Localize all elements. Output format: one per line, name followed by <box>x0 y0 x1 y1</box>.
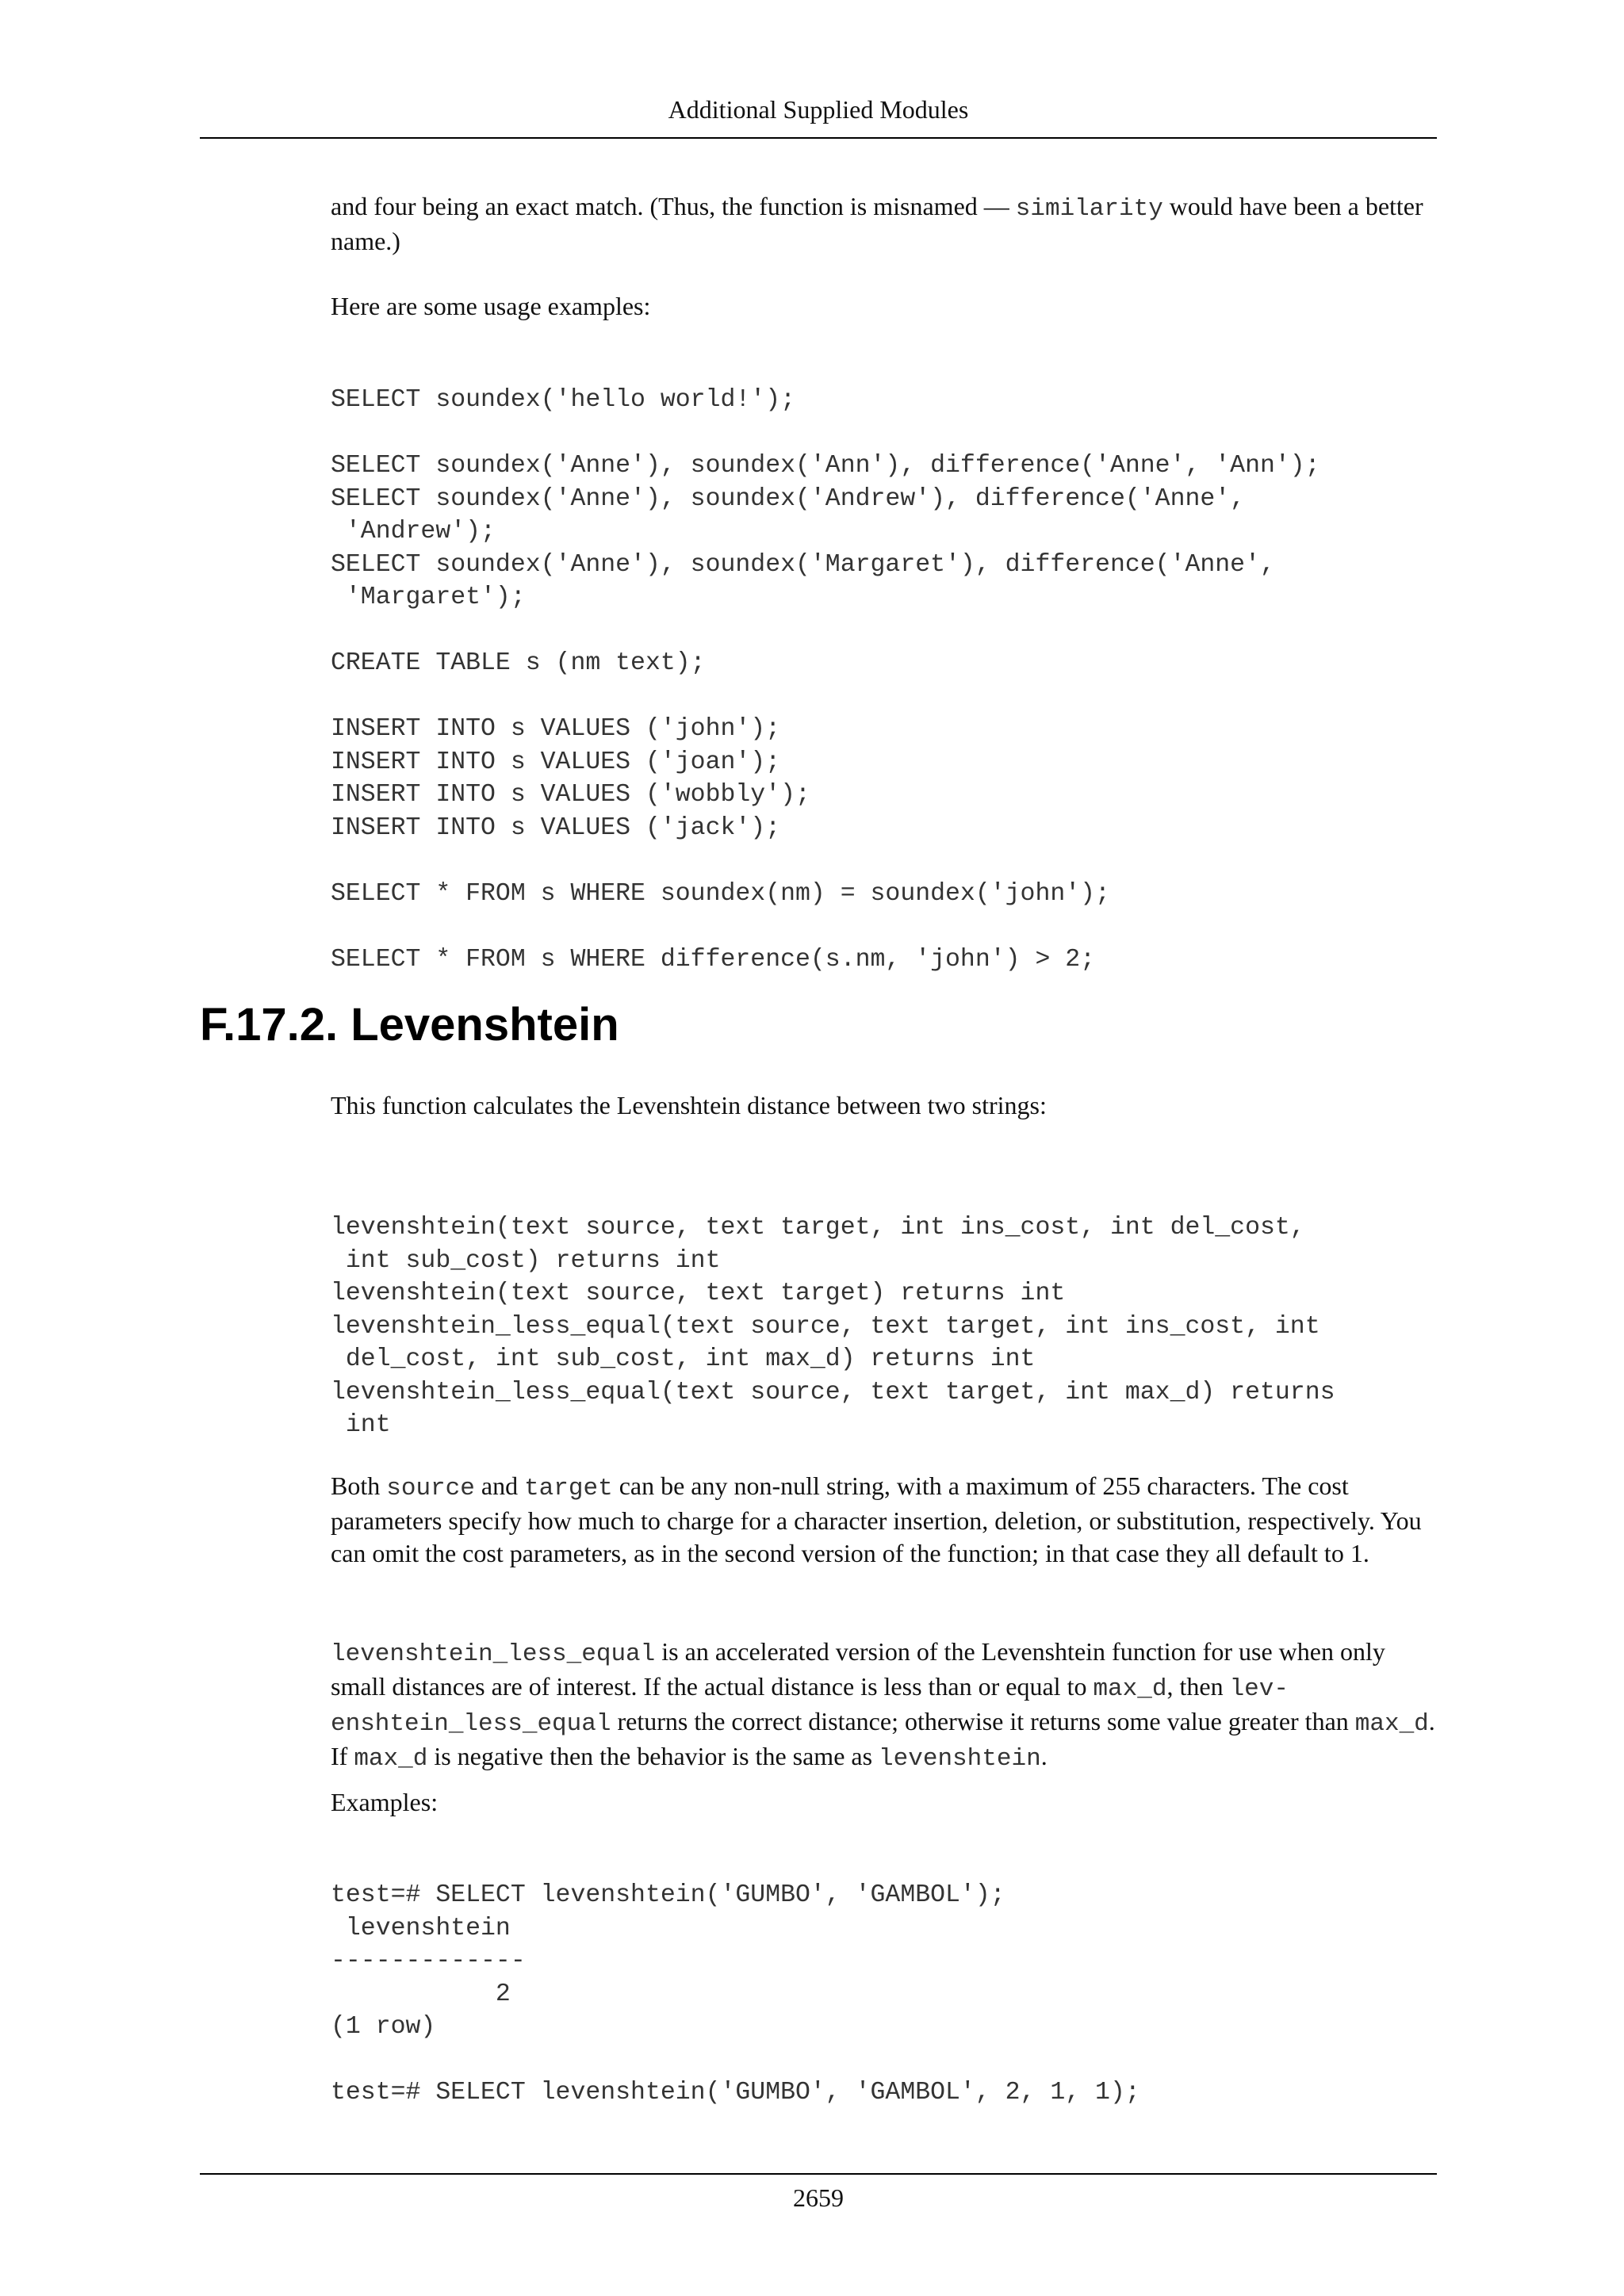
soundex-code-line: INSERT INTO s VALUES ('wobbly'); <box>331 781 810 809</box>
soundex-code-line: SELECT * FROM s WHERE soundex(nm) = soundex('john'); <box>331 879 1110 908</box>
soundex-code-line: SELECT soundex('Anne'), soundex('Margaret'), difference('Anne', <box>331 550 1275 579</box>
inline-code-max-d: max_d <box>1093 1675 1167 1703</box>
example-code-line: ------------- <box>331 1947 526 1975</box>
levenshtein-intro: This function calculates the Levenshtein distance between two strings: <box>331 1091 1047 1119</box>
soundex-code-line: INSERT INTO s VALUES ('john'); <box>331 715 781 743</box>
soundex-code-line: SELECT * FROM s WHERE difference(s.nm, 'john') > 2; <box>331 945 1096 974</box>
inline-code-levenshtein: levenshtein <box>879 1745 1041 1773</box>
inline-code-source: source <box>386 1475 475 1502</box>
soundex-code-line: SELECT soundex('Anne'), soundex('Ann'), difference('Anne', 'Ann'); <box>331 452 1320 480</box>
inline-code-max-d-2: max_d <box>1354 1710 1429 1738</box>
signature-code-line: levenshtein_less_equal(text source, text target, int ins_cost, int <box>331 1312 1320 1341</box>
soundex-code-line: INSERT INTO s VALUES ('jack'); <box>331 813 781 842</box>
soundex-code-line: 'Andrew'); <box>331 518 496 545</box>
header-rule <box>200 137 1437 139</box>
signature-code-line: int sub_cost) returns int <box>331 1246 721 1275</box>
intro-paragraph <box>331 190 1437 258</box>
inline-code-target: target <box>524 1475 613 1502</box>
example-code-line: 2 <box>331 1980 511 2008</box>
function-signatures-block <box>331 1211 1437 1442</box>
inline-code-less-equal: levenshtein_less_equal <box>331 1640 656 1668</box>
examples-label: Examples: <box>331 1788 439 1816</box>
section-heading: F.17.2. Levenshtein <box>200 999 619 1050</box>
intro-text-2: would have been a better name.) <box>331 192 1423 255</box>
inline-code-less-equal-2: lev-enshtein_less_equal <box>331 1675 1289 1738</box>
example-code-line: (1 row) <box>331 2013 436 2041</box>
inline-code-max-d-3: max_d <box>354 1745 428 1773</box>
running-header: Additional Supplied Modules <box>668 95 969 124</box>
signature-code-line: levenshtein_less_equal(text source, text target, int max_d) returns <box>331 1378 1335 1406</box>
soundex-code-line: CREATE TABLE s (nm text); <box>331 649 706 677</box>
params-paragraph: Both source and target can be any non-null string, with a maximum of 255 characters. The cost parameters specify how much to charge for a character insertion, deletion, or substitution, respectively. You can omit the cost parameters, as in the second version of the function; in that case they all default to 1. <box>331 1471 1422 1567</box>
inline-code-similarity: similarity <box>1015 195 1163 223</box>
soundex-code-line: 'Margaret'); <box>331 584 526 611</box>
levenshtein-examples-block <box>331 1879 1437 2110</box>
intro-text-1: and four being an exact match. (Thus, the function is misnamed — <box>331 192 1016 220</box>
example-code-line: levenshtein <box>331 1914 511 1942</box>
soundex-code-block <box>331 384 1437 976</box>
usage-examples-label: Here are some usage examples: <box>331 292 651 320</box>
signature-code-line: levenshtein(text source, text target, int ins_cost, int del_cost, <box>331 1214 1305 1242</box>
soundex-code-line: SELECT soundex('hello world!'); <box>331 386 795 414</box>
signature-code-line: levenshtein(text source, text target) returns int <box>331 1280 1066 1307</box>
example-code-line: test=# SELECT levenshtein('GUMBO', 'GAMBOL'); <box>331 1881 1005 1909</box>
soundex-code-line: INSERT INTO s VALUES ('joan'); <box>331 748 781 776</box>
signature-code-line: del_cost, int sub_cost, int max_d) returns int <box>331 1345 1036 1373</box>
signature-code-line: int <box>331 1411 391 1439</box>
less-equal-paragraph: levenshtein_less_equal is an accelerated version of the Levenshtein function for use when only small distances are of interest. If the actual distance is less than or equal to max_d, then lev-enshtein_less_equal returns the correct distance; otherwise it returns some value greater than max_d. If max_d is negative then the behavior is the same as levenshtein. <box>331 1637 1435 1773</box>
example-code-line: test=# SELECT levenshtein('GUMBO', 'GAMBOL', 2, 1, 1); <box>331 2079 1140 2107</box>
footer-rule <box>200 2173 1437 2175</box>
soundex-code-line: SELECT soundex('Anne'), soundex('Andrew'), difference('Anne', <box>331 484 1246 513</box>
page-number: 2659 <box>793 2183 844 2212</box>
